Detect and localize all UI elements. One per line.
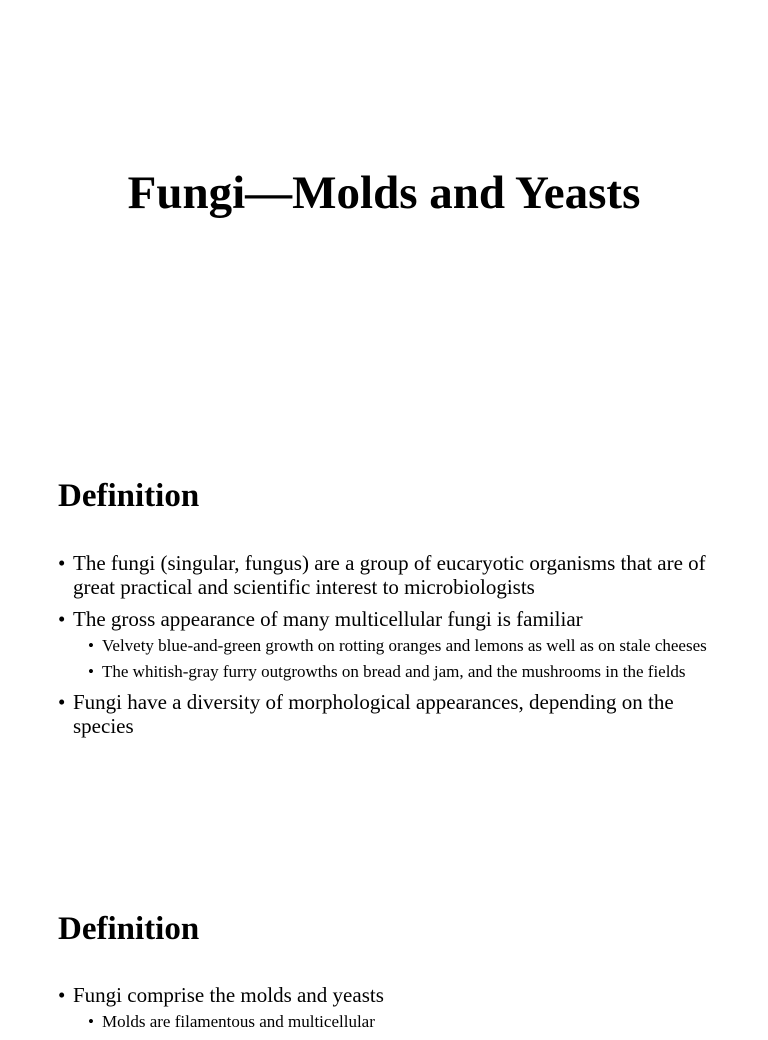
bullet-list [58, 551, 708, 746]
title-slide [0, 0, 768, 420]
section-heading: Definition [58, 478, 200, 514]
bullet-list [58, 983, 708, 1040]
sub-list-item: • Molds are filamentous and multicellular [73, 1011, 708, 1032]
bullet-text: The fungi (singular, fungus) are a group of eucaryotic organisms that are of great practical and scientific interest to microbiologists [73, 551, 706, 599]
list-item [58, 983, 708, 1032]
page-title: Fungi—Molds and Yeasts [127, 167, 641, 219]
bullet-text: Fungi comprise the molds and yeasts [73, 983, 384, 1007]
list-item [58, 690, 708, 738]
bullet-text: Fungi have a diversity of morphological appearances, depending on the species [73, 690, 674, 738]
bullet-text: The gross appearance of many multicellular fungi is familiar [73, 607, 583, 631]
sub-bullet-list [73, 635, 708, 682]
section-heading: Definition [58, 911, 200, 947]
sub-list-item: • Velvety blue-and-green growth on rotting oranges and lemons as well as on stale cheeses [73, 635, 708, 656]
sub-bullet-list [73, 1011, 708, 1032]
list-item [58, 551, 708, 599]
sub-list-item: • The whitish-gray furry outgrowths on bread and jam, and the mushrooms in the fields [73, 661, 708, 682]
list-item [58, 607, 708, 682]
